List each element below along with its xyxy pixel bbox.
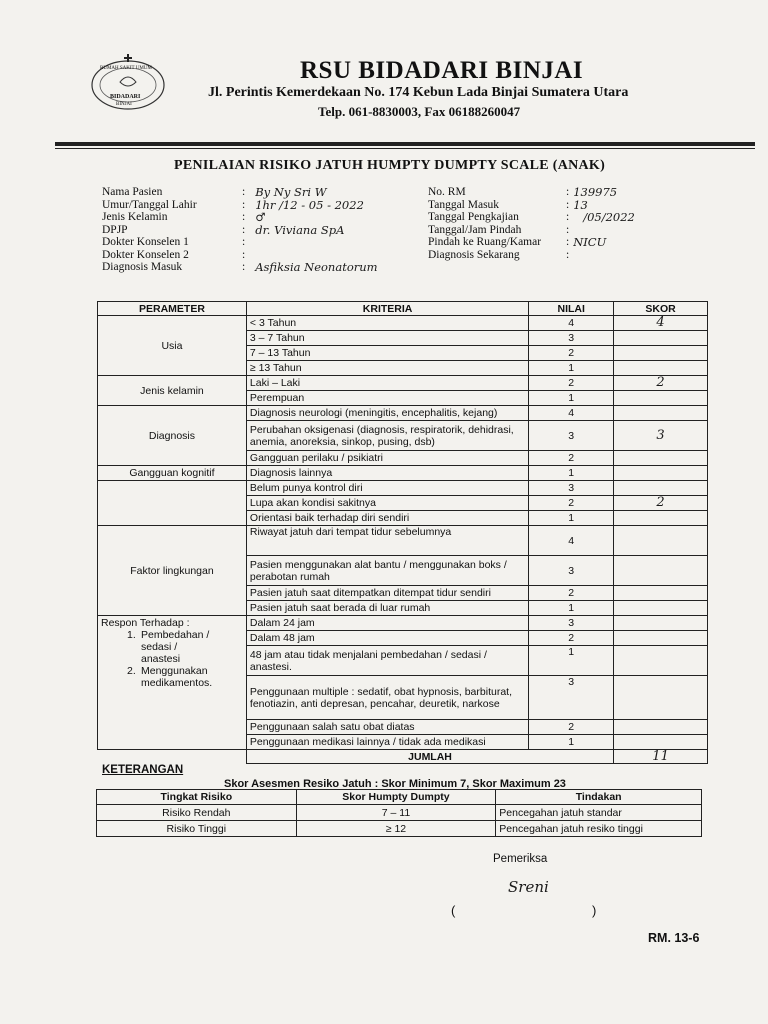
header-parameter: PERAMETER xyxy=(98,302,247,316)
respon-item2: Menggunakan medikamentos. xyxy=(141,665,213,689)
patient-info-right xyxy=(428,186,728,261)
jumlah-value: 11 xyxy=(614,750,708,764)
patient-row: Dokter Konselen 2 : xyxy=(102,248,246,261)
skor-cell xyxy=(614,451,708,466)
patient-row: Diagnosis Sekarang : xyxy=(428,248,570,261)
paren-open: ( xyxy=(451,903,456,918)
skor-cell xyxy=(614,586,708,601)
form-title: PENILAIAN RISIKO JATUH HUMPTY DUMPTY SCALE (ANAK) xyxy=(174,158,606,173)
skor-cell xyxy=(614,601,708,616)
label-dpjp: DPJP xyxy=(102,223,128,236)
value-no-rm: 139975 xyxy=(573,185,618,199)
skor-cell xyxy=(614,361,708,376)
table-row xyxy=(98,481,708,496)
label-no-rm: No. RM xyxy=(428,186,466,198)
risk-action: Pencegahan jatuh resiko tinggi xyxy=(496,821,702,837)
skor-cell xyxy=(614,646,708,676)
skor-cell xyxy=(614,466,708,481)
header-divider-thin xyxy=(55,148,755,149)
respon-item1-num: 1. xyxy=(127,629,136,641)
nilai-cell: 1 xyxy=(529,601,614,616)
nilai-cell: 4 xyxy=(529,406,614,421)
value-tanggal-pengkajian: /05/2022 xyxy=(583,210,635,224)
skor-cell xyxy=(614,346,708,361)
jumlah-row xyxy=(98,750,708,764)
hospital-name: RSU BIDADARI BINJAI xyxy=(300,57,584,84)
nilai-cell: 3 xyxy=(529,481,614,496)
nilai-cell: 1 xyxy=(529,361,614,376)
kriteria-cell: 3 – 7 Tahun xyxy=(246,331,528,346)
kriteria-cell: Dalam 24 jam xyxy=(246,616,528,631)
patient-row: Pindah ke Ruang/Kamar : NICU xyxy=(428,235,607,249)
kriteria-cell: Gangguan perilaku / psikiatri xyxy=(246,451,528,466)
skor-cell xyxy=(614,406,708,421)
value-diagnosis-masuk: Asfiksia Neonatorum xyxy=(255,260,378,274)
table-header-row xyxy=(98,302,708,316)
patient-info-left xyxy=(102,186,422,274)
jumlah-label: JUMLAH xyxy=(246,750,613,764)
table-row xyxy=(98,406,708,421)
table-row xyxy=(98,466,708,481)
header-divider-thick xyxy=(55,142,755,146)
nilai-cell: 2 xyxy=(529,376,614,391)
logo-text-top: RUMAH SAKIT UMUM xyxy=(100,66,152,71)
value-tanggal-masuk: 13 xyxy=(573,197,588,212)
label-umur: Umur/Tanggal Lahir xyxy=(102,198,197,211)
hospital-address: Jl. Perintis Kemerdekaan No. 174 Kebun Lada Binjai Sumatera Utara xyxy=(208,85,629,100)
table-row xyxy=(98,316,708,331)
kriteria-cell: Lupa akan kondisi sakitnya xyxy=(246,496,528,511)
label-pindah-ruang: Pindah ke Ruang/Kamar xyxy=(428,236,542,248)
nilai-cell: 3 xyxy=(529,556,614,586)
label-tanggal-pengkajian: Tanggal Pengkajian xyxy=(428,211,519,223)
risk-header-tindakan: Tindakan xyxy=(496,790,702,805)
value-dpjp: dr. Viviana SpA xyxy=(255,222,345,237)
skor-cell xyxy=(614,720,708,735)
value-pindah-ruang: NICU xyxy=(573,235,607,249)
patient-row: Nama Pasien : By Ny Sri W xyxy=(102,185,327,199)
skor-cell: 2 xyxy=(614,376,708,391)
kriteria-cell: Belum punya kontrol diri xyxy=(246,481,528,496)
logo-text-city: BINJAI xyxy=(116,102,132,107)
pemeriksa-signature: Sreni xyxy=(508,878,549,896)
param-gangguan-kognitif: Gangguan kognitif xyxy=(98,466,247,481)
label-diagnosis-sekarang: Diagnosis Sekarang xyxy=(428,248,520,261)
nilai-cell: 2 xyxy=(529,586,614,601)
kriteria-cell: ≥ 13 Tahun xyxy=(246,361,528,376)
patient-row: Umur/Tanggal Lahir : 1hr /12 - 05 - 2022 xyxy=(102,197,364,212)
skor-cell: 2 xyxy=(614,496,708,511)
skor-cell xyxy=(614,631,708,646)
risk-row xyxy=(97,821,702,837)
nilai-cell: 1 xyxy=(529,646,614,676)
skor-cell xyxy=(614,676,708,720)
paren-close: ) xyxy=(592,903,597,918)
nilai-cell: 2 xyxy=(529,720,614,735)
risk-score: 7 – 11 xyxy=(296,805,496,821)
risk-row xyxy=(97,805,702,821)
label-dokter-konselen-2: Dokter Konselen 2 xyxy=(102,248,189,261)
respon-item2-num: 2. xyxy=(127,665,136,677)
kriteria-cell: Penggunaan medikasi lainnya / tidak ada medikasi xyxy=(246,735,528,750)
header-skor: SKOR xyxy=(614,302,708,316)
table-row xyxy=(98,616,708,631)
kriteria-cell: Pasien jatuh saat ditempatkan ditempat tidur sendiri xyxy=(246,586,528,601)
skor-cell xyxy=(614,616,708,631)
form-code: RM. 13-6 xyxy=(648,931,700,945)
param-diagnosis: Diagnosis xyxy=(98,406,247,466)
value-nama-pasien: By Ny Sri W xyxy=(255,185,327,199)
label-dokter-konselen-1: Dokter Konselen 1 xyxy=(102,236,189,248)
kriteria-cell: 48 jam atau tidak menjalani pembedahan / sedasi / anastesi. xyxy=(246,646,528,676)
risk-level-table xyxy=(96,789,702,837)
kriteria-cell: Pasien jatuh saat berada di luar rumah xyxy=(246,601,528,616)
kriteria-cell: Laki – Laki xyxy=(246,376,528,391)
kriteria-cell: Perubahan oksigenasi (diagnosis, respiratorik, dehidrasi, anemia, anoreksia, sinkop, pusing, dsb) xyxy=(246,421,528,451)
respon-item1: Pembedahan / sedasi / anastesi xyxy=(141,629,210,665)
param-empty xyxy=(98,481,247,526)
pemeriksa-label: Pemeriksa xyxy=(493,853,548,865)
nilai-cell: 2 xyxy=(529,631,614,646)
nilai-cell: 1 xyxy=(529,735,614,750)
risk-action: Pencegahan jatuh standar xyxy=(496,805,702,821)
kriteria-cell: Dalam 48 jam xyxy=(246,631,528,646)
patient-row: No. RM : 139975 xyxy=(428,185,618,199)
skor-cell xyxy=(614,391,708,406)
kriteria-cell: Pasien menggunakan alat bantu / menggunakan boks / perabotan rumah xyxy=(246,556,528,586)
kriteria-cell: Diagnosis lainnya xyxy=(246,466,528,481)
respon-title: Respon Terhadap : xyxy=(101,617,190,629)
nilai-cell: 2 xyxy=(529,451,614,466)
nilai-cell: 4 xyxy=(529,526,614,556)
risk-header-skor: Skor Humpty Dumpty xyxy=(296,790,496,805)
skor-cell xyxy=(614,481,708,496)
nilai-cell: 3 xyxy=(529,676,614,720)
kriteria-cell: < 3 Tahun xyxy=(246,316,528,331)
kriteria-cell: Orientasi baik terhadap diri sendiri xyxy=(246,511,528,526)
patient-row: Tanggal/Jam Pindah : xyxy=(428,223,570,236)
kriteria-cell: Diagnosis neurologi (meningitis, encephalitis, kejang) xyxy=(246,406,528,421)
label-tanggal-masuk: Tanggal Masuk xyxy=(428,198,500,211)
label-diagnosis-masuk: Diagnosis Masuk xyxy=(102,261,183,273)
nilai-cell: 3 xyxy=(529,331,614,346)
skor-cell xyxy=(614,556,708,586)
label-nama-pasien: Nama Pasien xyxy=(102,186,163,198)
param-respon xyxy=(98,616,247,750)
skor-cell xyxy=(614,735,708,750)
humpty-dumpty-table xyxy=(97,301,708,764)
param-faktor-lingkungan: Faktor lingkungan xyxy=(98,526,247,616)
keterangan-subtitle: Skor Asesmen Resiko Jatuh : Skor Minimum 7, Skor Maximum 23 xyxy=(224,778,566,790)
patient-row: Dokter Konselen 1 : xyxy=(102,236,246,248)
skor-cell xyxy=(614,526,708,556)
kriteria-cell: Riwayat jatuh dari tempat tidur sebelumnya xyxy=(246,526,528,556)
nilai-cell: 2 xyxy=(529,496,614,511)
hospital-phone: Telp. 061-8830003, Fax 06188260047 xyxy=(318,104,521,119)
skor-cell: 4 xyxy=(614,316,708,331)
patient-row: Jenis Kelamin : ♂ xyxy=(102,210,266,224)
risk-header-row xyxy=(97,790,702,805)
risk-header-tingkat: Tingkat Risiko xyxy=(97,790,297,805)
nilai-cell: 4 xyxy=(529,316,614,331)
risk-level: Risiko Tinggi xyxy=(97,821,297,837)
label-tanggal-jam-pindah: Tanggal/Jam Pindah xyxy=(428,223,522,236)
table-row xyxy=(98,526,708,556)
nilai-cell: 3 xyxy=(529,616,614,631)
nilai-cell: 2 xyxy=(529,346,614,361)
value-jenis-kelamin: ♂ xyxy=(255,210,266,224)
value-umur: 1hr /12 - 05 - 2022 xyxy=(255,197,364,212)
risk-level: Risiko Rendah xyxy=(97,805,297,821)
patient-row: Tanggal Masuk : 13 xyxy=(428,197,588,212)
patient-row: Diagnosis Masuk : Asfiksia Neonatorum xyxy=(102,260,378,274)
kriteria-cell: Penggunaan salah satu obat diatas xyxy=(246,720,528,735)
patient-row: Tanggal Pengkajian : /05/2022 xyxy=(428,210,635,224)
label-jenis-kelamin: Jenis Kelamin xyxy=(102,211,168,223)
skor-cell: 3 xyxy=(614,421,708,451)
keterangan-title: KETERANGAN xyxy=(102,764,184,776)
kriteria-cell: Perempuan xyxy=(246,391,528,406)
param-jenis-kelamin: Jenis kelamin xyxy=(98,376,247,406)
skor-cell xyxy=(614,331,708,346)
skor-cell xyxy=(614,511,708,526)
nilai-cell: 3 xyxy=(529,421,614,451)
param-usia: Usia xyxy=(98,316,247,376)
kriteria-cell: Penggunaan multiple : sedatif, obat hypnosis, barbiturat, fenotiazin, anti depresan, pencahar, deuretik, narkose xyxy=(246,676,528,720)
header-kriteria: KRITERIA xyxy=(246,302,528,316)
table-row xyxy=(98,376,708,391)
logo-text-name: BIDADARI xyxy=(110,94,141,100)
kriteria-cell: 7 – 13 Tahun xyxy=(246,346,528,361)
header-nilai: NILAI xyxy=(529,302,614,316)
risk-score: ≥ 12 xyxy=(296,821,496,837)
patient-row: DPJP : dr. Viviana SpA xyxy=(102,222,345,237)
nilai-cell: 1 xyxy=(529,391,614,406)
nilai-cell: 1 xyxy=(529,511,614,526)
nilai-cell: 1 xyxy=(529,466,614,481)
